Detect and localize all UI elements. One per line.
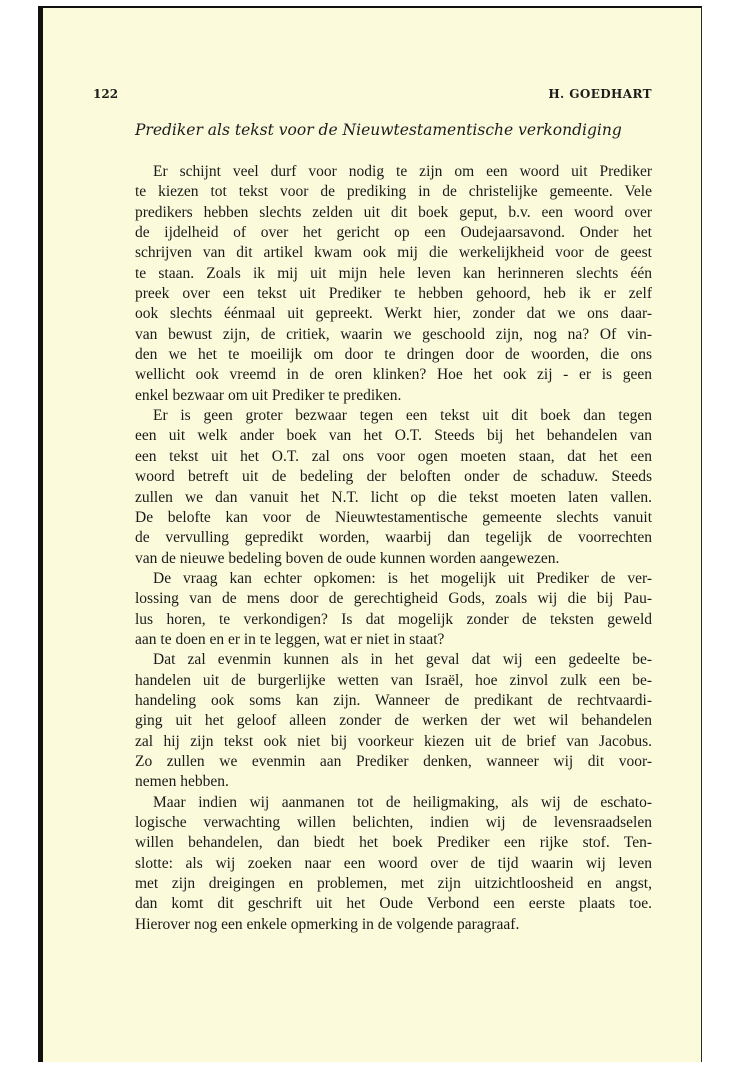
- text-line: den we het te moeilijk om door te dringen door de woorden, die ons: [135, 346, 652, 364]
- text-line: handelen uit de burgerlijke wetten van Israël, hoe zinvol zulk een be-: [135, 671, 652, 689]
- text-line: ook slechts éénmaal uit gepreekt. Werkt hier, zonder dat we ons daar-: [135, 305, 652, 323]
- text-line: slotte: als wij zoeken naar een woord over de tijd waarin wij leven: [135, 854, 652, 872]
- text-line: aan te doen en er in te leggen, wat er niet in staat?: [135, 630, 445, 648]
- text-line: van de nieuwe bedeling boven de oude kunnen worden aangewezen.: [135, 549, 560, 567]
- text-line: handeling ook soms kan zijn. Wanneer de predikant de rechtvaardi-: [135, 691, 652, 709]
- text-line: woord betreft uit de bedeling der beloften onder de schaduw. Steeds: [135, 468, 652, 486]
- text-line: zal hij zijn tekst ook niet bij voorkeur kiezen uit de brief van Jacobus.: [135, 732, 652, 750]
- text-line: nemen hebben.: [135, 773, 229, 791]
- text-line: lossing van de mens door de gerechtigheid Gods, zoals wij die bij Pau-: [135, 590, 652, 608]
- running-head: [93, 87, 652, 107]
- text-line: te kiezen tot tekst voor de prediking in de christelijke gemeente. Vele: [135, 183, 652, 201]
- text-line: van bewust zijn, de critiek, waarin we geschoold zijn, nog na? Of vin-: [135, 325, 652, 343]
- text-line: predikers hebben slechts zelden uit dit boek geput, b.v. een woord over: [135, 203, 652, 221]
- text-line: De belofte kan voor de Nieuwtestamentische gemeente slechts vanuit: [135, 508, 652, 526]
- text-line: preek over een tekst uit Prediker te hebben gehoord, heb ik er zelf: [135, 285, 652, 303]
- text-line: een uit welk ander boek van het O.T. Steeds bij het behandelen van: [135, 427, 652, 445]
- text-line: met zijn dreigingen en problemen, met zijn uitzichtloosheid en angst,: [135, 875, 652, 893]
- text-line: wellicht ook vreemd in de oren klinken? Hoe het ook zij - er is geen: [135, 366, 652, 384]
- text-line: dan komt dit geschrift uit het Oude Verbond een eerste plaats toe.: [135, 895, 652, 913]
- text-line: enkel bezwaar om uit Prediker te prediken.: [135, 386, 402, 404]
- section-title: Prediker als tekst voor de Nieuwtestamentische verkondiging: [135, 121, 622, 139]
- text-line: zullen we dan vanuit het N.T. licht op die tekst moeten laten vallen.: [135, 488, 652, 506]
- text-line: Dat zal evenmin kunnen als in het geval dat wij een gedeelte be-: [153, 651, 652, 669]
- text-line: schrijven van dit artikel kwam ook mij die werkelijkheid voor de geest: [135, 244, 652, 262]
- author-name: H. GOEDHART: [548, 87, 652, 101]
- text-line: logische verwachting willen belichten, indien wij de levensraadselen: [135, 814, 652, 831]
- text-line: Maar indien wij aanmanen tot de heiligmaking, als wij de eschato-: [153, 793, 652, 811]
- text-line: De vraag kan echter opkomen: is het mogelijk uit Prediker de ver-: [153, 569, 652, 587]
- text-line: lus horen, te verkondigen? Is dat mogelijk zonder de teksten geweld: [135, 610, 652, 628]
- text-line: de vervulling gepredikt worden, waarbij dan tegelijk de voorrechten: [135, 529, 652, 547]
- text-line: de ijdelheid of over het gericht op een Oudejaarsavond. Onder het: [135, 224, 652, 242]
- text-line: te staan. Zoals ik mij uit mijn hele leven kan herinneren slechts één: [135, 264, 652, 282]
- text-line: Er schijnt veel durf voor nodig te zijn om een woord uit Prediker: [153, 163, 652, 180]
- body-text: [135, 162, 652, 935]
- text-line: ging uit het geloof alleen zonder de werken der wet wil behandelen: [135, 712, 652, 730]
- text-line: Zo zullen we evenmin aan Prediker denken, wanneer wij dit voor-: [135, 752, 652, 770]
- text-line: Hierover nog een enkele opmerking in de volgende paragraaf.: [135, 915, 520, 933]
- text-line: een tekst uit het O.T. zal ons voor ogen moeten staan, dat het een: [135, 447, 652, 465]
- text-line: willen behandelen, dan biedt het boek Prediker een rijke stof. Ten-: [135, 834, 652, 852]
- text-line: Er is geen groter bezwaar tegen een tekst uit dit boek dan tegen: [153, 407, 652, 425]
- page-number: 122: [93, 87, 119, 101]
